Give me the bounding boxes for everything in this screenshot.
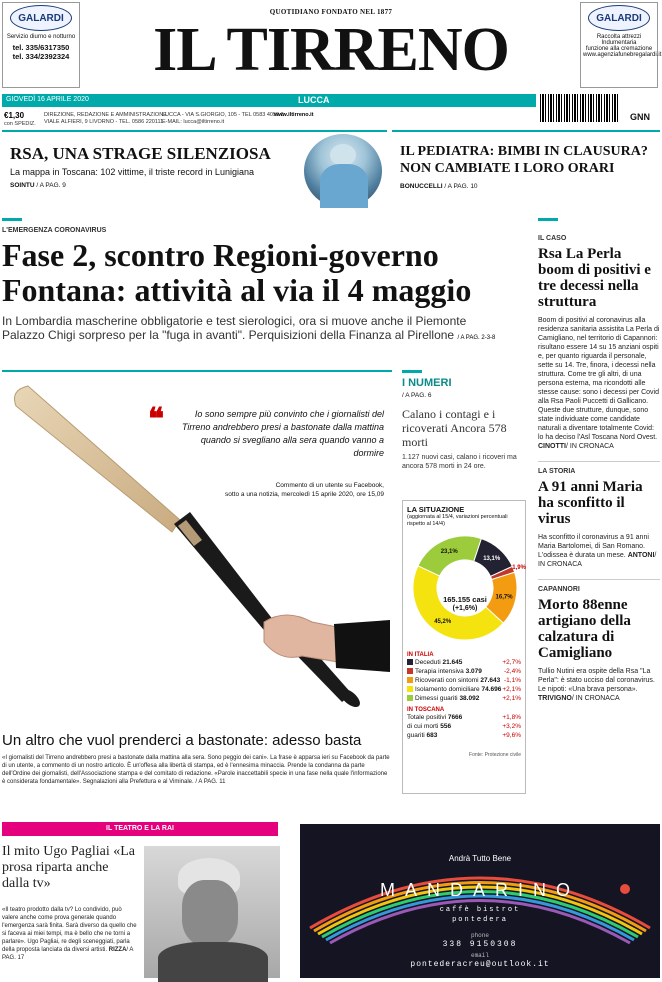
top-right-headline2: NON CAMBIATE I LORO ORARI — [400, 161, 615, 176]
top-left-page: / A PAG. 9 — [36, 182, 66, 189]
right-ad-line4: www.agenziafunebregalardi.it — [583, 52, 662, 58]
left-ad-phone1: tel. 335/6317350 — [12, 43, 70, 52]
top-left-byline: SOINTU — [10, 182, 35, 189]
top-right-byline: BONUCCELLI — [400, 183, 443, 190]
pie-slice-label: 45,2% — [434, 619, 452, 626]
side2-kicker: LA STORIA — [538, 468, 576, 475]
top-story-right — [392, 130, 660, 200]
italia-row-delta: -2,4% — [504, 668, 521, 675]
lead-page: / A PAG. 2-3-8 — [457, 335, 496, 341]
side2-body-text: Ha sconfitto il coronavirus a 91 anni Maria Bartolomei, di San Romano. L'odissea è durata un mese. — [538, 534, 649, 559]
italia-row-value: 38.092 — [459, 695, 480, 702]
side2-page: / IN CRONACA — [538, 552, 657, 568]
toscana-title: IN TOSCANA — [407, 707, 445, 713]
lead-headline2: Fontana: attività al via il 4 maggio — [2, 272, 472, 308]
price-note: con SPEDIZ. — [4, 121, 36, 127]
side3 — [538, 579, 660, 703]
lead-story — [2, 218, 532, 342]
pie-slice-label: 1,9% — [512, 565, 526, 572]
top-right-credit — [400, 183, 478, 190]
city-contact1: LUCCA - VIA S.GIORGIO, 105 - TEL 0583 4059 0 — [162, 112, 284, 118]
toscana-row-value: 556 — [440, 723, 452, 730]
right-ad-brand: GALARDI — [588, 5, 650, 31]
chart-source: Fonte: Protezione civile — [469, 752, 521, 758]
italia-title: IN ITALIA — [407, 652, 434, 658]
quote-mark: ❝ — [148, 403, 165, 436]
ad-tagline: Andrà Tutto Bene — [448, 854, 512, 863]
ad-sub2: pontedera — [452, 916, 508, 924]
legend-swatch — [407, 686, 413, 692]
info-bar — [2, 94, 536, 107]
issue-date: GIOVEDÌ 16 APRILE 2020 — [6, 96, 89, 103]
italia-row-label: Dimessi guariti — [415, 695, 460, 702]
side1-body — [538, 316, 660, 451]
city-contact2: E-MAIL: lucca@iltirreno.it — [162, 119, 225, 125]
bat-body-text: «I giornalisti del Tirreno andrebbero presi a bastonate dalla mattina alla sera. Sono peggio dei cani». La frase è apparsa ieri su Facebook da parte di un utente, a commento di un nostro articolo. È un'offesa alla libertà di stampa, ed è l'ennesima minaccia. Prende la condanna da parte dell'Ordine dei giornalisti, dell'Associazione stampa e del comitato di redazione. «Parole inaccettabili specie in una fase nella quale l'informazione è considerata fondamentale». Segnalazioni alla Prefettura e al Viminale. — [2, 755, 390, 785]
side3-page: / IN CRONACA — [571, 695, 620, 702]
lead-deck2: Palazzo Chigi sorpreso per la "fuga in avanti". Perquisizioni della Finanza al Pirellone — [2, 328, 455, 342]
chart-subtitle: (aggiornata al 15/4, variazioni percentuali rispetto al 14/4) — [407, 514, 508, 527]
top-story-left — [2, 130, 387, 200]
pie-center-sub: (+1,6%) — [452, 605, 478, 612]
pie-slice-label: 16,7% — [495, 594, 513, 601]
lead-kicker: L'EMERGENZA CORONAVIRUS — [2, 227, 107, 234]
bottom-headline: Il mito Ugo Pagliai «La prosa riparta anche dalla tv» — [2, 844, 135, 891]
lead-headline1: Fase 2, scontro Regioni-governo — [2, 237, 439, 273]
toscana-row-label: Totale positivi — [407, 714, 448, 721]
side1 — [538, 218, 660, 451]
edition-name: LUCCA — [298, 95, 330, 105]
legend-swatch — [407, 668, 413, 674]
toscana-row-delta: +9,6% — [502, 732, 521, 739]
side3-body — [538, 667, 660, 703]
lead-deck2-line — [2, 328, 532, 342]
masthead-tagline: QUOTIDIANO FONDATO NEL 1877 — [269, 8, 393, 16]
mandarino-ad — [300, 824, 660, 978]
side1-headline: Rsa La Perla boom di positivi e tre decessi nella struttura — [538, 246, 651, 310]
legend-swatch — [407, 695, 413, 701]
side1-byline: CINOTTI — [538, 443, 566, 450]
toscana-row — [407, 731, 521, 740]
italia-row-delta: -1,1% — [504, 677, 521, 684]
italia-row — [407, 667, 521, 676]
italia-row-delta: +2,1% — [502, 686, 521, 693]
italia-row-value: 27.643 — [480, 677, 501, 684]
toscana-row-value: 683 — [426, 732, 438, 739]
toscana-row-label: di cui morti — [407, 723, 441, 730]
italia-row-label: Terapia intensiva — [415, 668, 466, 675]
ad-logo-dot — [620, 884, 630, 894]
numeri-box — [402, 370, 526, 471]
price: €1,30 — [4, 111, 25, 120]
right-ad-line3: funzione alla cremazione — [585, 46, 653, 52]
gnn-logo: GNN — [630, 112, 650, 122]
toscana-table — [407, 713, 521, 740]
italia-row-value: 74.696 — [481, 686, 502, 693]
numeri-headline: Calano i contagi e i ricoverati Ancora 578 morti — [402, 407, 507, 449]
quote-attribution2: sotto a una notizia, mercoledì 15 aprile 2020, ore 15,09 — [225, 491, 384, 498]
ad-phone-label: phone — [470, 932, 489, 939]
quote-text: Io sono sempre più convinto che i giornalisti del Tirreno andrebbero presi a bastonate dalla mattina quando si svegliano alla sera quando vanno a dormire — [181, 409, 384, 458]
legend-swatch — [407, 677, 413, 683]
italia-row — [407, 658, 521, 667]
right-ad-line2: Indumentaria — [601, 40, 637, 46]
italia-row-value: 21.645 — [442, 659, 463, 666]
lead-deck1: In Lombardia mascherine obbligatorie e test sierologici, ora si muove anche il Piemonte — [2, 314, 467, 328]
italia-row — [407, 685, 521, 694]
bottom-page: / A PAG. 17 — [2, 947, 134, 961]
address-line2: VIALE ALFIERI, 9 LIVORNO - TEL. 0586 220111 — [44, 119, 164, 125]
right-ad — [580, 2, 662, 88]
toscana-row-label: guariti — [407, 732, 427, 739]
bottom-body-text: «Il teatro prodotto dalla tv? Lo condivido, può valere anche come prova generale quando l'emergenza sarà finita. Sarà diverso da quello che si faceva ai miei tempi, ma è bello che ne torni a parlare». Ugo Pagliai, re degli sceneggiati, parla della proposta lanciata da diversi artisti. — [2, 907, 137, 953]
pie-slice-label: 23,1% — [440, 549, 458, 556]
italia-row-label: Deceduti — [415, 659, 443, 666]
pie-center-label: 165.155 casi — [443, 595, 487, 604]
ad-phone[interactable]: 338 9150308 — [442, 940, 518, 949]
quote-attribution1: Commento di un utente su Facebook, — [275, 482, 384, 489]
toscana-row-delta: +3,2% — [502, 723, 521, 730]
bottom-byline: RIZZA — [108, 947, 127, 953]
toscana-row-value: 7666 — [447, 714, 463, 721]
bat-page: / A PAG. 11 — [195, 779, 226, 785]
left-ad-line: Servizio diurno e notturno — [6, 34, 76, 40]
side1-page: / IN CRONACA — [566, 443, 614, 450]
numeri-kicker: I NUMERI — [402, 377, 452, 389]
right-ad-line1: Raccolta attrezzi — [596, 34, 642, 40]
italia-row — [407, 676, 521, 685]
address-line1: DIREZIONE, REDAZIONE E AMMINISTRAZIONE — [44, 112, 167, 118]
ad-email-label: email — [470, 952, 489, 959]
ad-email[interactable]: pontederacreu@outlook.it — [410, 960, 550, 969]
top-right-headline1: IL PEDIATRA: BIMBI IN CLAUSURA? — [400, 144, 648, 159]
pie-slice-label: 13,1% — [483, 556, 501, 563]
italia-table — [407, 658, 521, 703]
italia-row-label: Ricoverati con sintomi — [415, 677, 481, 684]
left-ad-brand: GALARDI — [10, 5, 72, 31]
ad-sub1: caffè bistrot — [439, 906, 521, 914]
side3-headline: Morto 88enne artigiano della calzatura di Camigliano — [538, 597, 631, 661]
top-left-credit — [10, 182, 66, 189]
side2 — [538, 461, 660, 569]
bottom-kicker-bar — [2, 822, 278, 836]
italia-row-label: Isolamento domiciliare — [415, 686, 482, 693]
side3-kicker: CAPANNORI — [538, 586, 580, 593]
actor-photo — [144, 846, 280, 978]
numeri-body: 1.127 nuovi casi, calano i ricoveri ma ancora 578 morti in 24 ore. — [402, 454, 517, 470]
side3-byline: TRIVIGNO — [538, 695, 572, 702]
left-ad — [2, 2, 80, 88]
toscana-row-delta: +1,8% — [502, 714, 521, 721]
side1-kicker: IL CASO — [538, 235, 567, 242]
italia-row-value: 3.079 — [465, 668, 482, 675]
top-left-headline: RSA, UNA STRAGE SILENZIOSA — [10, 144, 271, 163]
website[interactable]: www.iltirreno.it — [274, 112, 314, 118]
nurse-photo — [304, 134, 382, 208]
bottom-body — [2, 906, 138, 962]
toscana-row — [407, 722, 521, 731]
side1-body-text: Boom di positivi al coronavirus alla residenza sanitaria assistita La Perla di Camigliano, nel territorio di Capannori: risultano essere 14 su 15 anziani ospiti e, per quanto riguarda il personale, sette su 14. Tre, finora, i decessi nella struttura. Come tre gli altri, di una persona esterna, ma ricondotti alle stesse cause: sono i decessi per Covid alla Rsa Paoli Puccetti di Gallicano. Queste due strutture, dunque, sono state individuate come candidate naturali a diventare totalmente Covid: lo ha deciso l'Asl Toscana Nord Ovest. — [538, 317, 660, 441]
side2-byline: ANTONI — [627, 552, 655, 559]
situazione-box — [402, 500, 526, 794]
top-left-subline: La mappa in Toscana: 102 vittime, il triste record in Lunigiana — [10, 167, 254, 177]
italia-row — [407, 694, 521, 703]
bottom-kicker: IL TEATRO E LA RAI — [106, 825, 174, 832]
side3-body-text: Tullio Nutini era ospite della Rsa "La Perla": è stato ucciso dal coronavirus. Le nipoti: «Una brava persona». — [538, 668, 655, 693]
bat-photo-panel — [2, 370, 392, 724]
ad-brand: MANDARINO — [379, 880, 580, 900]
masthead-title: IL TIRRENO — [153, 16, 509, 84]
side2-headline: A 91 anni Maria ha sconfitto il virus — [538, 479, 643, 527]
italia-row-delta: +2,7% — [502, 659, 521, 666]
left-ad-phone2: tel. 334/2392324 — [12, 52, 70, 61]
legend-swatch — [407, 659, 413, 665]
sidebar — [538, 218, 660, 703]
bat-body — [2, 754, 392, 786]
numeri-page: / A PAG. 6 — [402, 392, 432, 399]
top-right-page: / A PAG. 10 — [444, 183, 478, 190]
side2-body — [538, 533, 660, 569]
pie-chart — [407, 530, 526, 646]
chart-title: LA SITUAZIONE — [407, 505, 465, 514]
italia-row-delta: +2,1% — [502, 695, 521, 702]
barcode — [540, 94, 618, 122]
toscana-row — [407, 713, 521, 722]
bat-headline: Un altro che vuol prenderci a bastonate: adesso basta — [2, 732, 362, 749]
